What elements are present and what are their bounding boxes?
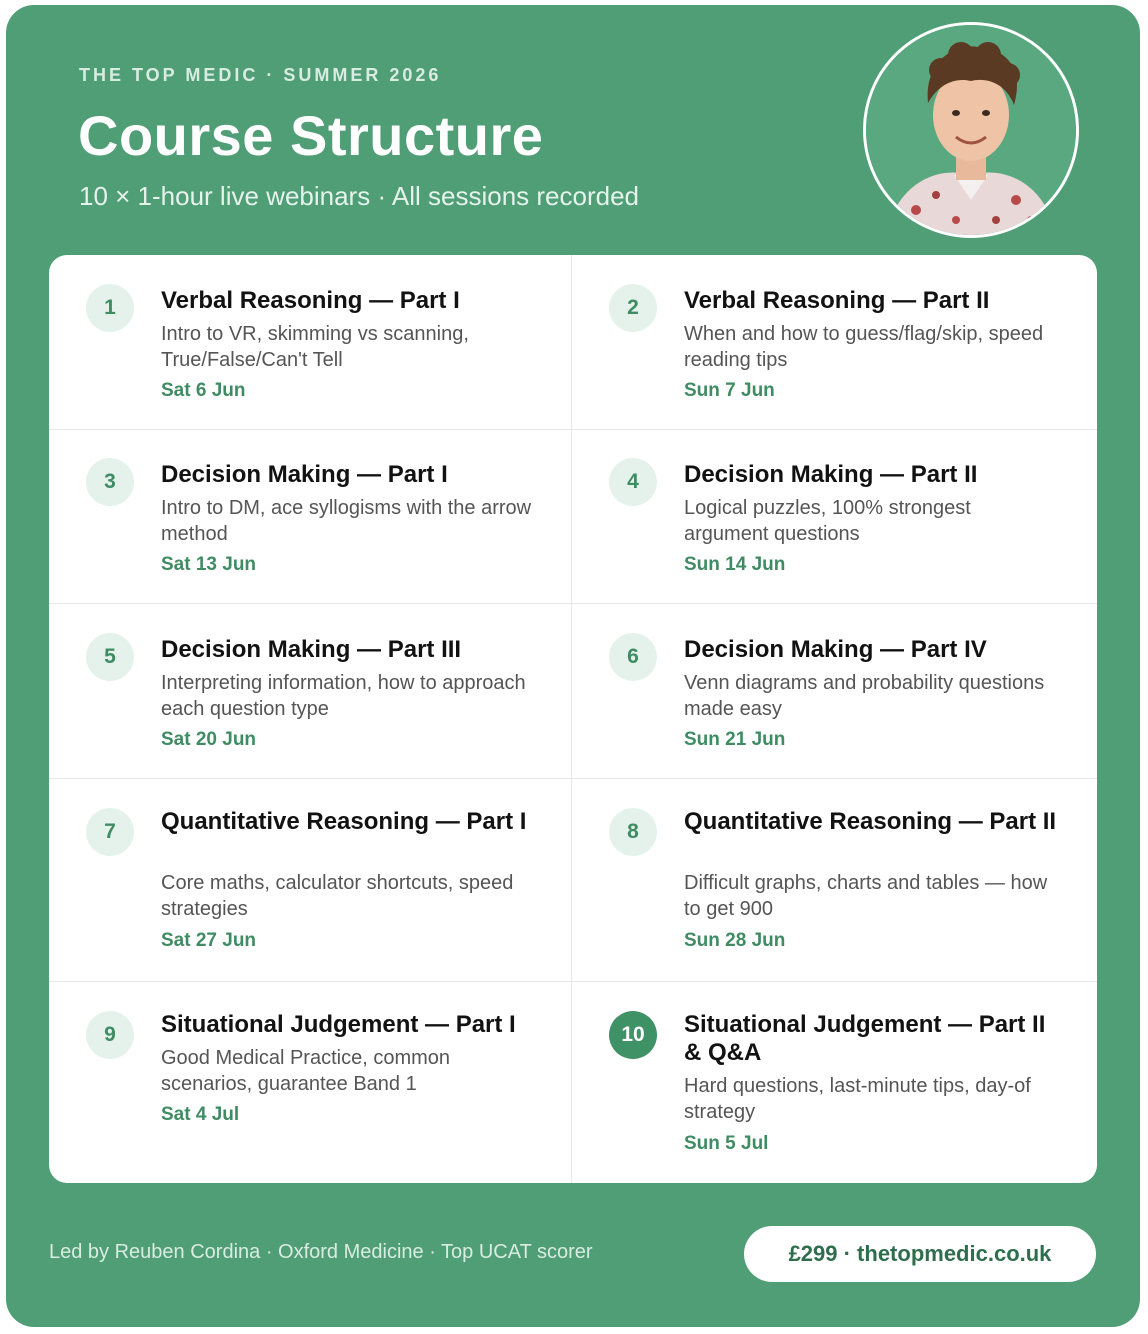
- row-divider: [49, 429, 1097, 430]
- session-date: Sun 21 Jun: [684, 729, 786, 750]
- session-date: Sat 20 Jun: [161, 729, 257, 750]
- session-number-badge: 8: [609, 808, 657, 856]
- session-description: Interpreting information, how to approach each question type: [161, 672, 526, 720]
- session-number-badge: 7: [86, 808, 134, 856]
- session-title: Decision Making — Part I: [161, 461, 448, 488]
- row-divider: [49, 778, 1097, 779]
- session-number-badge: 9: [86, 1011, 134, 1059]
- session-title: Verbal Reasoning — Part I: [161, 287, 460, 314]
- session-description: Intro to VR, skimming vs scanning, True/False/Can't Tell: [161, 323, 469, 371]
- session-title: Quantitative Reasoning — Part II: [684, 808, 1057, 835]
- session-date: Sat 4 Jul: [161, 1104, 240, 1125]
- price-link-button[interactable]: £299 · thetopmedic.co.uk: [744, 1226, 1096, 1282]
- sessions-card: [49, 255, 1097, 1183]
- session-title: Situational Judgement — Part II & Q&A: [684, 1011, 1046, 1066]
- session-number-badge: 6: [609, 633, 657, 681]
- session-number-badge: 1: [86, 284, 134, 332]
- session-description: Venn diagrams and probability questions made easy: [684, 672, 1045, 720]
- session-title: Decision Making — Part III: [161, 636, 462, 663]
- session-number-badge: 5: [86, 633, 134, 681]
- session-title: Decision Making — Part IV: [684, 636, 987, 663]
- session-number-badge: 2: [609, 284, 657, 332]
- session-date: Sat 27 Jun: [161, 930, 257, 951]
- session-description: Hard questions, last-minute tips, day-of strategy: [684, 1075, 1031, 1123]
- session-description: Logical puzzles, 100% strongest argument questions: [684, 497, 971, 545]
- session-date: Sun 28 Jun: [684, 930, 786, 951]
- session-date: Sun 14 Jun: [684, 554, 786, 575]
- session-description: Intro to DM, ace syllogisms with the arrow method: [161, 497, 532, 545]
- session-description: Core maths, calculator shortcuts, speed strategies: [161, 872, 514, 920]
- row-divider: [49, 981, 1097, 982]
- presenter-photo-icon: [866, 25, 1076, 235]
- course-poster: [6, 5, 1140, 1327]
- session-number-badge: 3: [86, 458, 134, 506]
- page-subtitle: 10 × 1-hour live webinars · All sessions recorded: [79, 181, 640, 211]
- page-title: Course Structure: [78, 104, 544, 167]
- session-number-badge: 10: [609, 1011, 657, 1059]
- session-date: Sun 7 Jun: [684, 380, 775, 401]
- row-divider: [49, 603, 1097, 604]
- session-title: Quantitative Reasoning — Part I: [161, 808, 527, 835]
- eyebrow-label: THE TOP MEDIC · SUMMER 2026: [79, 65, 442, 85]
- presenter-avatar: [863, 22, 1079, 238]
- session-date: Sat 6 Jun: [161, 380, 246, 401]
- session-title: Verbal Reasoning — Part II: [684, 287, 990, 314]
- session-description: When and how to guess/flag/skip, speed reading tips: [684, 323, 1044, 371]
- presenter-credits: Led by Reuben Cordina · Oxford Medicine · Top UCAT scorer: [49, 1241, 593, 1263]
- column-divider: [571, 255, 572, 1183]
- session-description: Difficult graphs, charts and tables — how to get 900: [684, 872, 1048, 920]
- session-date: Sun 5 Jul: [684, 1133, 769, 1154]
- session-title: Decision Making — Part II: [684, 461, 978, 488]
- session-number-badge: 4: [609, 458, 657, 506]
- session-title: Situational Judgement — Part I: [161, 1011, 516, 1038]
- session-description: Good Medical Practice, common scenarios, guarantee Band 1: [161, 1047, 451, 1095]
- session-date: Sat 13 Jun: [161, 554, 257, 575]
